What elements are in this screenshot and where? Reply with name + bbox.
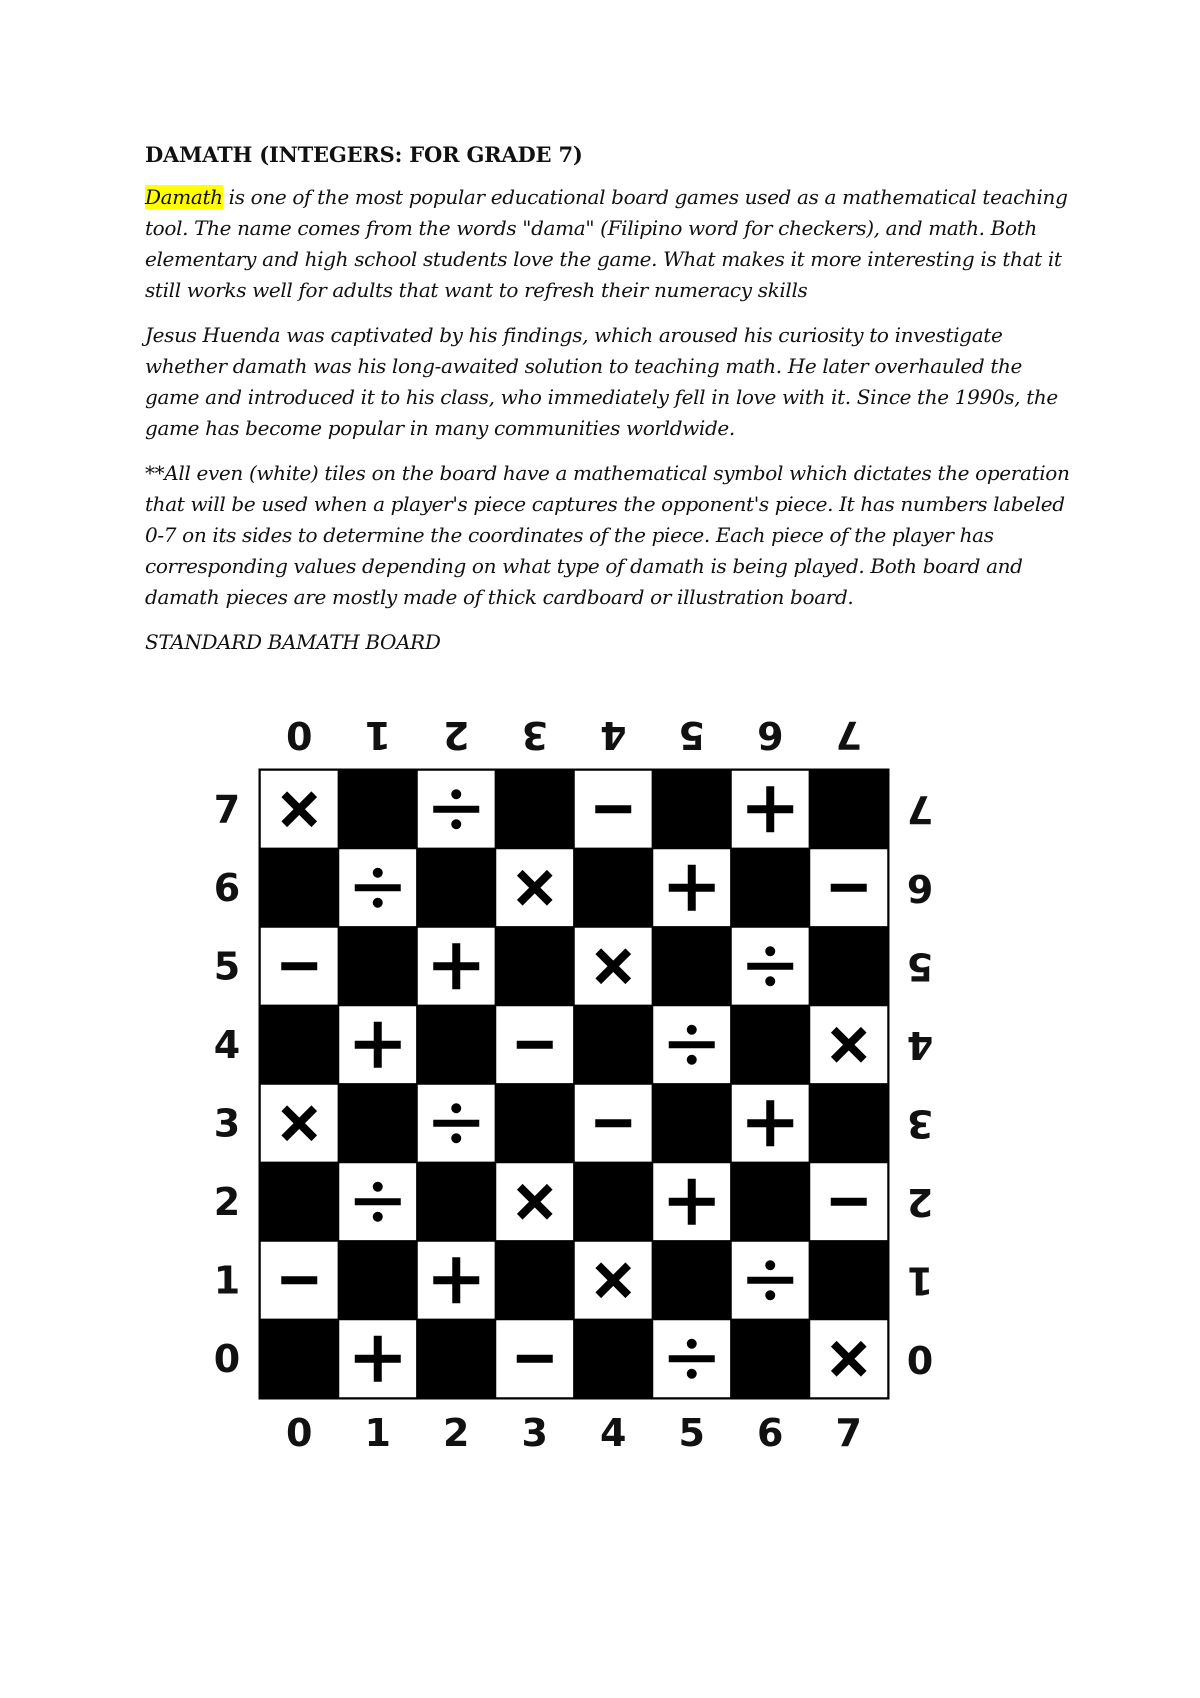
divide-bar bbox=[669, 1355, 715, 1362]
dark-tile bbox=[653, 1084, 732, 1163]
paragraph-history: Jesus Huenda was captivated by his findings, which aroused his curiosity to investigate whether damath was his long-awaited solution to teaching math. He later overhauled the game and introduced it to his class, who immediately fell in love with it. Since the 1990s, the game has become popular in many communities worldwide. bbox=[145, 323, 1058, 440]
divide-dot-top bbox=[451, 789, 461, 799]
paragraph-tiles: **All even (white) tiles on the board have a mathematical symbol which dictates the operation that will be used when a player's piece captures the opponent's piece. It has numbers labeled 0-7 on its sides to determine the coordinates of the piece. Each piece of the player has corresponding values depending on what type of damath is being played. Both board and damath pieces are mostly made of thick cardboard or illustration board. bbox=[145, 461, 1070, 609]
plus-bar-v bbox=[452, 943, 460, 989]
divide-bar bbox=[669, 1041, 715, 1048]
column-label-top: 1 bbox=[364, 713, 391, 757]
dark-tile bbox=[731, 1163, 810, 1242]
row-label-left: 6 bbox=[213, 865, 241, 910]
minus-bar bbox=[517, 1041, 553, 1049]
divide-bar bbox=[355, 1198, 401, 1205]
dark-tile bbox=[260, 1320, 339, 1399]
column-label-top: 7 bbox=[835, 713, 862, 757]
divide-bar bbox=[747, 1277, 793, 1284]
dark-tile bbox=[496, 770, 575, 849]
minus-bar bbox=[595, 1119, 631, 1127]
divide-bar bbox=[433, 1120, 479, 1127]
row-label-left: 5 bbox=[213, 944, 241, 989]
operator-symbol bbox=[281, 962, 317, 970]
row-label-right: 0 bbox=[906, 1336, 934, 1381]
row-label-left: 1 bbox=[213, 1258, 241, 1303]
paragraph-intro-text: is one of the most popular educational board games used as a mathematical teaching tool. The name comes from the words "dama" (Filipino word for checkers), and math. Both elementary and high school students love the game. What makes it more interesting is that it still works well for adults that want to refresh their numeracy skills bbox=[145, 185, 1068, 302]
minus-bar bbox=[517, 1355, 553, 1363]
divide-dot-top bbox=[765, 1260, 775, 1270]
column-label-bottom: 2 bbox=[443, 1411, 470, 1455]
row-label-left: 0 bbox=[213, 1336, 241, 1381]
dark-tile bbox=[339, 927, 418, 1006]
row-label-right: 4 bbox=[906, 1022, 934, 1067]
column-label-top: 4 bbox=[600, 713, 627, 757]
divide-bar bbox=[747, 963, 793, 970]
column-label-top: 3 bbox=[521, 713, 548, 757]
operator-symbol bbox=[595, 1119, 631, 1127]
divide-dot-top bbox=[687, 1339, 697, 1349]
page-title: DAMATH (INTEGERS: FOR GRADE 7) bbox=[145, 142, 583, 167]
divide-dot-bottom bbox=[765, 1290, 775, 1300]
plus-bar-v bbox=[374, 1022, 382, 1068]
column-label-top: 5 bbox=[678, 713, 705, 757]
divide-dot-top bbox=[373, 868, 383, 878]
dark-tile bbox=[653, 927, 732, 1006]
dark-tile bbox=[574, 849, 653, 928]
dark-tile bbox=[653, 770, 732, 849]
dark-tile bbox=[496, 1241, 575, 1320]
divide-dot-top bbox=[373, 1182, 383, 1192]
column-label-bottom: 4 bbox=[600, 1411, 627, 1455]
minus-bar bbox=[831, 884, 867, 892]
dark-tile bbox=[339, 1084, 418, 1163]
divide-bar bbox=[433, 806, 479, 813]
divide-bar bbox=[355, 884, 401, 891]
text-block bbox=[145, 140, 1070, 657]
dark-tile bbox=[260, 1163, 339, 1242]
divide-dot-bottom bbox=[373, 898, 383, 908]
plus-bar-v bbox=[766, 1100, 774, 1146]
minus-bar bbox=[281, 1276, 317, 1284]
divide-dot-top bbox=[451, 1103, 461, 1113]
dark-tile bbox=[810, 770, 889, 849]
minus-bar bbox=[595, 805, 631, 813]
divide-dot-bottom bbox=[687, 1369, 697, 1379]
board-caption: STANDARD BAMATH BOARD bbox=[145, 630, 441, 654]
dark-tile bbox=[810, 927, 889, 1006]
operator-symbol bbox=[831, 1198, 867, 1206]
minus-bar bbox=[281, 962, 317, 970]
dark-tile bbox=[260, 1006, 339, 1085]
dark-tile bbox=[339, 770, 418, 849]
row-label-left: 7 bbox=[213, 787, 241, 832]
highlighted-word: Damath bbox=[145, 185, 223, 209]
damath-board bbox=[205, 695, 1015, 1485]
dark-tile bbox=[810, 1241, 889, 1320]
dark-tile bbox=[496, 1084, 575, 1163]
dark-tile bbox=[260, 849, 339, 928]
divide-dot-top bbox=[687, 1025, 697, 1035]
divide-dot-bottom bbox=[451, 1133, 461, 1143]
row-label-left: 2 bbox=[213, 1179, 241, 1224]
operator-symbol bbox=[831, 884, 867, 892]
divide-dot-bottom bbox=[373, 1212, 383, 1222]
dark-tile bbox=[417, 849, 496, 928]
divide-dot-bottom bbox=[687, 1055, 697, 1065]
dark-tile bbox=[417, 1006, 496, 1085]
row-label-left: 4 bbox=[213, 1022, 241, 1067]
damath-board-figure bbox=[205, 695, 1015, 1485]
row-label-right: 5 bbox=[906, 944, 934, 989]
column-label-bottom: 3 bbox=[521, 1411, 548, 1455]
dark-tile bbox=[574, 1320, 653, 1399]
column-label-top: 2 bbox=[443, 713, 470, 757]
dark-tile bbox=[339, 1241, 418, 1320]
column-label-bottom: 0 bbox=[286, 1411, 313, 1455]
row-label-right: 3 bbox=[906, 1101, 934, 1146]
row-label-right: 1 bbox=[906, 1258, 934, 1303]
row-label-right: 7 bbox=[906, 787, 934, 832]
dark-tile bbox=[731, 849, 810, 928]
dark-tile bbox=[417, 1320, 496, 1399]
operator-symbol bbox=[281, 1276, 317, 1284]
plus-bar-v bbox=[452, 1257, 460, 1303]
dark-tile bbox=[417, 1163, 496, 1242]
column-label-bottom: 1 bbox=[364, 1411, 391, 1455]
dark-tile bbox=[810, 1084, 889, 1163]
plus-bar-v bbox=[766, 786, 774, 832]
dark-tile bbox=[496, 927, 575, 1006]
divide-dot-top bbox=[765, 946, 775, 956]
dark-tile bbox=[653, 1241, 732, 1320]
minus-bar bbox=[831, 1198, 867, 1206]
dark-tile bbox=[574, 1163, 653, 1242]
operator-symbol bbox=[517, 1041, 553, 1049]
column-label-bottom: 7 bbox=[835, 1411, 862, 1455]
row-label-left: 3 bbox=[213, 1101, 241, 1146]
column-label-bottom: 6 bbox=[757, 1411, 784, 1455]
divide-dot-bottom bbox=[451, 819, 461, 829]
column-label-bottom: 5 bbox=[678, 1411, 705, 1455]
operator-symbol bbox=[517, 1355, 553, 1363]
dark-tile bbox=[574, 1006, 653, 1085]
column-label-top: 6 bbox=[757, 713, 784, 757]
divide-dot-bottom bbox=[765, 976, 775, 986]
board-group bbox=[214, 713, 933, 1455]
plus-bar-v bbox=[688, 1179, 696, 1225]
plus-bar-v bbox=[688, 865, 696, 911]
operator-symbol bbox=[595, 805, 631, 813]
dark-tile bbox=[731, 1320, 810, 1399]
dark-tile bbox=[731, 1006, 810, 1085]
row-label-right: 6 bbox=[906, 865, 934, 910]
row-label-right: 2 bbox=[906, 1179, 934, 1224]
plus-bar-v bbox=[374, 1336, 382, 1382]
column-label-top: 0 bbox=[286, 713, 313, 757]
paragraph-intro bbox=[145, 182, 1070, 306]
